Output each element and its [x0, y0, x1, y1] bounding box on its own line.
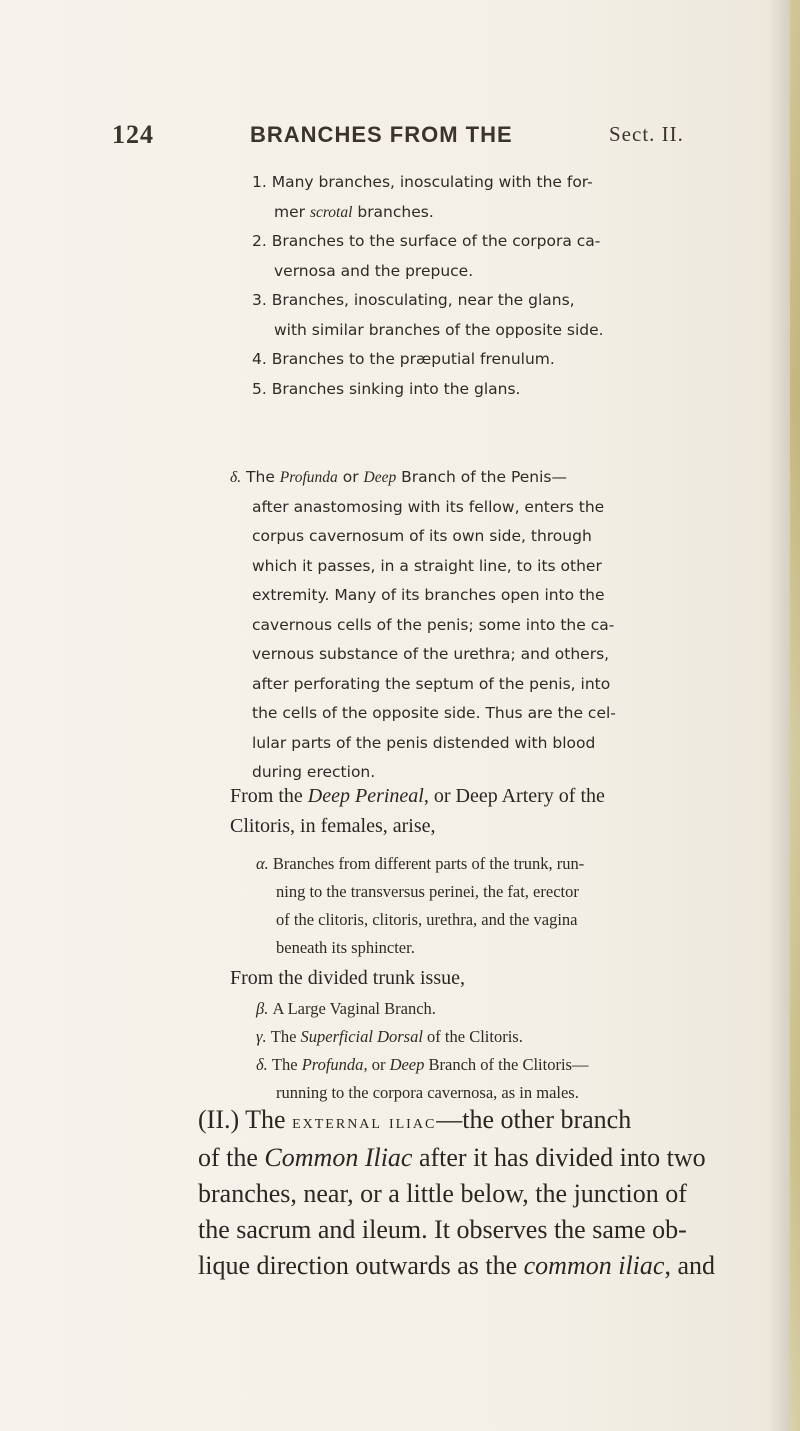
text-line: after perforating the septum of the penis, into	[252, 674, 611, 693]
profunda-penis-paragraph: δ. The Profunda or Deep Branch of the Penis— after anastomosing with its fellow, enters the corpus cavernosum of its own side, through which it passes, in a straight line, to its other extremity. Many of its branches open into the cavernous cells of the penis; some into the ca- vernous substance of the urethra; and others, after perforating the septum of the penis, into the cells of the opposite side. Thus are the cel- lular parts of the penis distended with blood during erection.	[230, 463, 752, 788]
external-iliac-paragraph: (II.) The external iliac—the other branch of the Common Iliac after it has divided into two branches, near, or a little below, the junction of the sacrum and ileum. It observes the same ob- lique direction outwards as the common iliac, and	[198, 1105, 715, 1280]
text-line: which it passes, in a straight line, to its other	[252, 556, 602, 575]
female-branches: β. A Large Vaginal Branch. γ. The Superficial Dorsal of the Clitoris. δ. The Profunda, or Deep Branch of the Clitoris— running to the corpora cavernosa, as in males.	[256, 995, 756, 1107]
text-line: corpus cavernosum of its own side, through	[252, 527, 592, 545]
list-item: 4. Branches to the præputial frenulum.	[252, 350, 555, 368]
alpha-paragraph: α. Branches from different parts of the trunk, run- ning to the transversus perinei, the fat, erector of the clitoris, clitoris, urethra, and the vagina beneath its sphincter.	[256, 854, 585, 957]
list-item: 5. Branches sinking into the glans.	[252, 379, 521, 398]
section-label: Sect. II.	[609, 122, 684, 146]
item-list	[252, 168, 752, 404]
page-edge	[790, 0, 800, 1431]
text-line: cavernous cells of the penis; some into the ca-	[252, 615, 615, 634]
running-title: BRANCHES FROM THE	[250, 122, 513, 147]
text-line: lular parts of the penis distended with blood	[252, 733, 596, 752]
running-header	[112, 120, 752, 150]
list-item: δ. The Profunda, or Deep Branch of the Clitoris—	[256, 1055, 589, 1074]
list-item: β. A Large Vaginal Branch.	[256, 999, 436, 1018]
list-item: 3. Branches, inosculating, near the glans,	[252, 291, 575, 309]
divided-trunk-line: From the divided trunk issue,	[230, 967, 465, 989]
text-line: after anastomosing with its fellow, enters the	[252, 497, 605, 516]
text-line: vernous substance of the urethra; and others,	[252, 645, 610, 663]
text-line: the cells of the opposite side. Thus are the cel-	[252, 704, 616, 722]
page-number: 124	[112, 120, 154, 149]
list-item-continuation: mer scrotal branches.	[274, 202, 434, 221]
list-item-continuation: with similar branches of the opposite side.	[274, 320, 604, 339]
text-line: extremity. Many of its branches open into the	[252, 586, 605, 604]
list-item: γ. The Superficial Dorsal of the Clitoris.	[256, 1027, 523, 1046]
text-line: during erection.	[252, 763, 376, 781]
female-intro: From the Deep Perineal, or Deep Artery of the Clitoris, in females, arise,	[230, 785, 605, 837]
list-item: 1. Many branches, inosculating with the for-	[252, 173, 593, 191]
list-item-continuation: vernosa and the prepuce.	[274, 261, 474, 280]
list-item: 2. Branches to the surface of the corpora ca-	[252, 232, 601, 250]
